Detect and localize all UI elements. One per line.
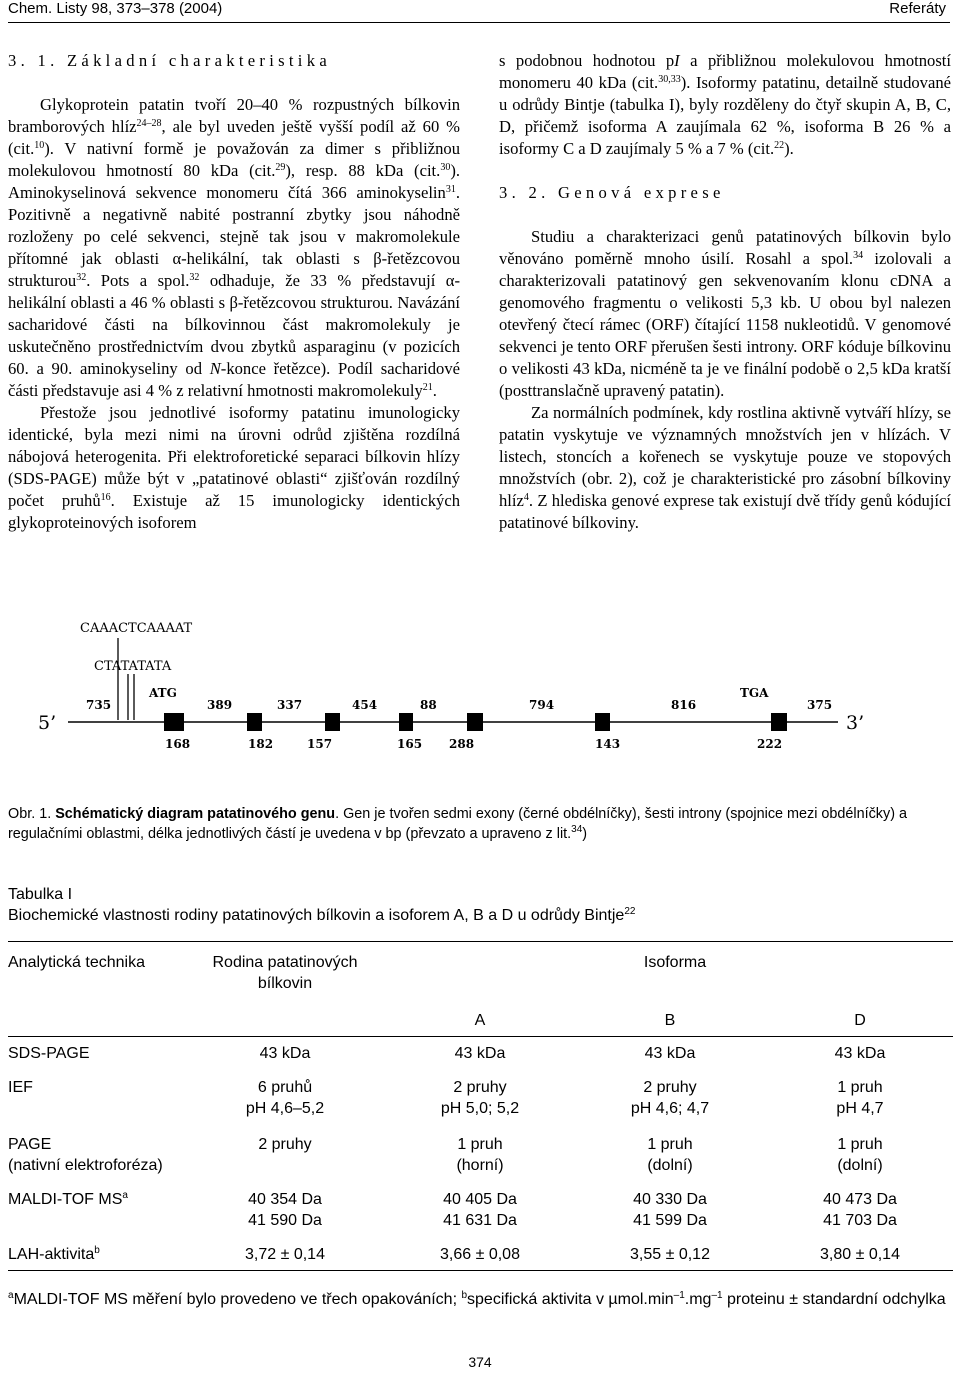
row-label <box>8 1077 33 1098</box>
cell-line: 3,55 ± 0,12 <box>630 1246 710 1263</box>
table-cell-d <box>785 1043 935 1064</box>
cell-line: 2 pruhy <box>643 1079 697 1096</box>
intron-length-label: 816 <box>671 698 697 712</box>
citation-sup: a <box>8 1290 14 1301</box>
col-header-family-line2: bílkovin <box>257 975 313 992</box>
cell-line: 41 590 Da <box>248 1212 322 1229</box>
section-heading-expression: 3. 2. Genová exprese <box>499 183 725 202</box>
table-cell-fam <box>190 1134 380 1155</box>
section-heading-basic: 3. 1. Základní charakteristika <box>8 51 331 70</box>
italic-run: N <box>209 359 221 378</box>
row-label <box>8 1043 90 1064</box>
table-cell-fam <box>190 1043 380 1064</box>
table-cell-b <box>595 1043 745 1064</box>
table-cell-d <box>785 1189 935 1231</box>
row-label-sup: b <box>94 1245 100 1256</box>
col-header-isoform: Isoforma <box>643 954 707 971</box>
exon-length-label: 182 <box>248 737 274 751</box>
cell-line: 43 kDa <box>454 1045 506 1062</box>
citation-sup: 31 <box>445 184 456 195</box>
cell-line: (horní) <box>456 1157 504 1174</box>
running-header <box>0 0 960 24</box>
exon-block <box>247 713 262 731</box>
intron-length-label: 88 <box>420 698 437 712</box>
row-label-note: (nativní elektroforéza) <box>8 1157 163 1174</box>
col-header-family-line1: Rodina patatinových <box>212 954 358 971</box>
table-cell-a <box>405 1134 555 1176</box>
atg-label: ATG <box>149 686 177 700</box>
row-label-text: SDS-PAGE <box>8 1045 90 1062</box>
exon-length-label: 168 <box>165 737 191 751</box>
cell-line: 6 pruhů <box>257 1079 313 1096</box>
table-cell-b <box>595 1244 745 1265</box>
col-header-technique: Analytická technika <box>8 954 145 971</box>
table-title <box>8 905 635 926</box>
text-run: s podobnou hodnotou p <box>499 51 675 70</box>
citation-sup: –1 <box>673 1290 685 1301</box>
text-run: , ale byl uveden ještě vyšší podíl až 60 % (cit. <box>8 117 460 158</box>
table-cell-a <box>405 1043 555 1064</box>
section-name: Referáty <box>889 0 946 17</box>
col-header-d: D <box>854 1012 866 1029</box>
cell-line: pH 5,0; 5,2 <box>440 1100 520 1117</box>
caption-end: ) <box>582 826 588 842</box>
exon-length-label: 222 <box>757 737 783 751</box>
table-footnote <box>8 1288 952 1311</box>
cell-line: 43 kDa <box>259 1045 311 1062</box>
citation-sup: 24–28 <box>136 118 162 129</box>
cell-line: pH 4,6–5,2 <box>245 1100 325 1117</box>
text-run: ). <box>784 139 794 158</box>
text-run: MALDI-TOF MS měření bylo provedeno ve třech opakováních; <box>13 1291 462 1308</box>
cell-line: 40 473 Da <box>823 1191 897 1208</box>
table-cell-b <box>595 1077 745 1119</box>
table-caption <box>8 884 635 926</box>
row-label <box>8 1244 100 1265</box>
exon-length-label: 288 <box>449 737 475 751</box>
row-label-text: LAH-aktivita <box>8 1246 95 1263</box>
table-cell-fam <box>190 1077 380 1119</box>
cell-line: 2 pruhy <box>453 1079 507 1096</box>
text-run: . Pots a spol. <box>86 271 190 290</box>
cell-line: 1 pruh <box>647 1136 693 1153</box>
intron-length-label: 735 <box>86 698 112 712</box>
paragraph-isoforms <box>8 402 460 534</box>
five-prime-label: 5’ <box>38 712 57 734</box>
citation-sup: 32 <box>76 272 87 283</box>
citation-sup: 30 <box>440 162 451 173</box>
paragraph-glycoprotein <box>8 94 460 402</box>
text-run: ). V nativní formě je považován za dimer s přibližnou molekulovou hmotností 80 kDa (cit. <box>8 139 460 180</box>
text-run: Za normálních podmínek, kdy rostlina aktivně vytváří hlízy, se patatin vyskytuje ve významných množstvích jen v hlízách. V listech, stoncích a kořenech se vyskytuje pouze ve stopových množstvích (obr. 2), což je charakteristické pro zásobní bílkoviny hlíz <box>499 403 951 510</box>
citation-sup: 34 <box>853 250 864 261</box>
cell-line: pH 4,7 <box>836 1100 884 1117</box>
seq-mid-label: CTATATATA <box>94 659 172 674</box>
col-header-a: A <box>474 1012 486 1029</box>
cell-line: 40 354 Da <box>248 1191 322 1208</box>
cell-line: 1 pruh <box>837 1079 883 1096</box>
cell-line: 43 kDa <box>644 1045 696 1062</box>
citation-sup: 22 <box>774 140 785 151</box>
journal-citation: Chem. Listy 98, 373–378 (2004) <box>8 0 223 17</box>
cell-line: 2 pruhy <box>258 1136 312 1153</box>
gene-diagram <box>0 610 960 770</box>
citation-sup: –1 <box>711 1290 723 1301</box>
table-cell-a <box>405 1189 555 1231</box>
table-label: Tabulka I <box>8 886 73 903</box>
seq-top-label: CAAACTCAAAAT <box>80 621 193 636</box>
text-run: . <box>432 381 437 400</box>
caption-title: Schématický diagram patatinového genu <box>55 806 336 822</box>
cell-line: 3,80 ± 0,14 <box>820 1246 900 1263</box>
cell-line: 43 kDa <box>834 1045 886 1062</box>
exon-block <box>164 713 184 731</box>
cell-line: pH 4,6; 4,7 <box>630 1100 710 1117</box>
cell-line: 1 pruh <box>837 1136 883 1153</box>
row-label <box>8 1189 128 1210</box>
cell-line: 41 631 Da <box>443 1212 517 1229</box>
exon-length-labels <box>165 737 782 751</box>
text-run: a přibližnou molekulovou hmotností monomeru 40 kDa (cit. <box>499 51 951 92</box>
cell-line: (dolní) <box>647 1157 693 1174</box>
text-run: Studiu a charakterizaci genů patatinových bílkovin bylo věnováno poměrně mnoho úsilí. Rosahl a spol. <box>499 227 951 268</box>
text-run: . Existuje až 15 imunologicky identických glykoproteinových isoforem <box>8 491 460 532</box>
row-label-text: MALDI-TOF MS <box>8 1191 123 1208</box>
col-header-b: B <box>664 1012 676 1029</box>
intron-length-label: 794 <box>529 698 555 712</box>
page-number: 374 <box>468 1354 492 1370</box>
text-run: proteinu ± standardní odchylka <box>722 1291 946 1308</box>
table-cell-fam <box>190 1189 380 1231</box>
text-run: Přestože jsou jednotlivé isoformy patatinu imunologicky identické, byla mezi nimi na úrovni odrůd zjištěna rozdílná nábojová heterogenita. Při elektroforetické separaci bílkovin hlízy (SDS-PAGE) může být v „patatinové oblasti“ zjišťován rozdílný počet pruhů <box>8 403 460 510</box>
paragraph-gene-study <box>499 226 951 402</box>
citation-sup: 30,33 <box>658 74 681 85</box>
text-run: odhaduje, že 33 % představují α-helikální oblasti a 46 % oblasti s β-řetězcovou strukturou. Navázání sacharidové části na bílkovinnou část makromolekuly je uskutečněno prostřednictvím dvou zbytků asparaginu (v pozicích 60. a 90. aminokyseliny od <box>8 271 460 378</box>
figure-caption <box>8 804 952 844</box>
cell-line: 3,66 ± 0,08 <box>440 1246 520 1263</box>
table-cell-b <box>595 1134 745 1176</box>
paragraph-expression <box>499 402 951 534</box>
caption-sup: 34 <box>571 824 583 835</box>
intron-length-label: 454 <box>352 698 378 712</box>
table-title-sup: 22 <box>624 906 636 917</box>
text-run: . Pozitivně a negativně nabité postranní zbytky jsou náhodně rozloženy po celé sekvenci, stejně tak jsou v makromolekule přítomné jak oblasti α-helikální, tak oblasti s β-řetězcovou strukturou <box>8 183 460 290</box>
cell-line: 3,72 ± 0,14 <box>245 1246 325 1263</box>
header-rule <box>8 22 950 23</box>
intron-length-label: 337 <box>277 698 303 712</box>
exon-block <box>325 713 340 731</box>
intron-length-label: 375 <box>807 698 833 712</box>
left-column <box>8 50 460 534</box>
cell-line: 40 405 Da <box>443 1191 517 1208</box>
cell-line: 1 pruh <box>457 1136 503 1153</box>
cell-line: 41 599 Da <box>633 1212 707 1229</box>
text-run: izolovali a charakterizovali patatinový gen sekvenovaním klonu cDNA a genomového fragmentu o velikosti 5,3 kb. U obou byl nalezen otevřený čtecí rámec (ORF) čítající 1158 nukleotidů. V genomové sekvenci je tento ORF přerušen šesti introny. ORF kóduje bílkovinu o velikosti 43 kDa, nicméně ta je ve finální podobě o 2,5 kDa kratší (posttranslačně upravený patatin). <box>499 249 951 400</box>
table-cell-a <box>405 1244 555 1265</box>
exon-block <box>467 713 483 731</box>
exon-block <box>595 713 610 731</box>
table-title-text: Biochemické vlastnosti rodiny patatinových bílkovin a isoforem A, B a D u odrůdy Bintje <box>8 907 625 924</box>
citation-sup: 29 <box>275 162 286 173</box>
cell-line: 40 330 Da <box>633 1191 707 1208</box>
citation-sup: 21 <box>422 382 433 393</box>
exon-block <box>399 713 413 731</box>
caption-text: . Gen je tvořen sedmi exony (černé obdélníčky), šesti introny (spojnice mezi obdélníčky) a regulačními oblastmi, délka jednotlivých částí je uvedena v bp (převzato a upraveno z lit. <box>8 806 907 842</box>
table-cell-d <box>785 1244 935 1265</box>
tga-label: TGA <box>740 686 769 700</box>
exon-length-label: 143 <box>595 737 621 751</box>
intron-length-labels <box>86 698 832 712</box>
cell-line: (dolní) <box>837 1157 883 1174</box>
text-run: ). Aminokyselinová sekvence monomeru čítá 366 aminokyselin <box>8 161 460 202</box>
row-label-text: PAGE <box>8 1136 52 1153</box>
right-column <box>499 50 951 534</box>
row-label-sup: a <box>122 1190 128 1201</box>
col-header-family <box>190 952 380 994</box>
row-label-text: IEF <box>8 1079 33 1096</box>
cell-line: 41 703 Da <box>823 1212 897 1229</box>
table-cell-fam <box>190 1244 380 1265</box>
table-cell-d <box>785 1077 935 1119</box>
caption-prefix: Obr. 1. <box>8 806 56 822</box>
text-run: .mg <box>684 1291 712 1308</box>
text-run: ). Isoformy patatinu, detailně studované u odrůdy Bintje (tabulka I), byly rozděleny do čtyř skupin A, B, C, D, přičemž isoforma A zaujímala 62 %, isoforma B 26 % a isoformy C a D zaujímaly 5 % a 7 % (cit. <box>499 73 951 158</box>
paragraph-isoform-groups <box>499 50 951 160</box>
italic-run: I <box>674 51 680 70</box>
table-bottom-rule <box>8 1270 953 1271</box>
text-run: Glykoprotein patatin tvoří 20–40 % rozpustných bílkovin bramborových hlíz <box>8 95 460 136</box>
citation-sup: 10 <box>34 140 45 151</box>
exon-block <box>771 713 787 731</box>
citation-sup: b <box>461 1290 468 1301</box>
table-cell-a <box>405 1077 555 1119</box>
text-run: . Z hlediska genové exprese tak existují dvě třídy genů kódující patatinové bílkoviny. <box>499 491 951 532</box>
exon-length-label: 165 <box>397 737 423 751</box>
three-prime-label: 3’ <box>846 712 865 734</box>
text-run: -konce řetězce). Podíl sacharidové části představuje asi 4 % z relativní hmotnosti makromolekuly <box>8 359 460 400</box>
text-run: ), resp. 88 kDa (cit. <box>285 161 441 180</box>
exon-length-label: 157 <box>307 737 333 751</box>
citation-sup: 4 <box>523 492 529 503</box>
table-header-rule <box>8 1036 953 1037</box>
text-run: specifická aktivita v µmol.min <box>467 1291 674 1308</box>
table-cell-b <box>595 1189 745 1231</box>
citation-sup: 32 <box>189 272 200 283</box>
row-label <box>8 1134 163 1176</box>
citation-sup: 16 <box>100 492 111 503</box>
table-cell-d <box>785 1134 935 1176</box>
intron-length-label: 389 <box>207 698 233 712</box>
table-top-rule <box>8 941 953 942</box>
